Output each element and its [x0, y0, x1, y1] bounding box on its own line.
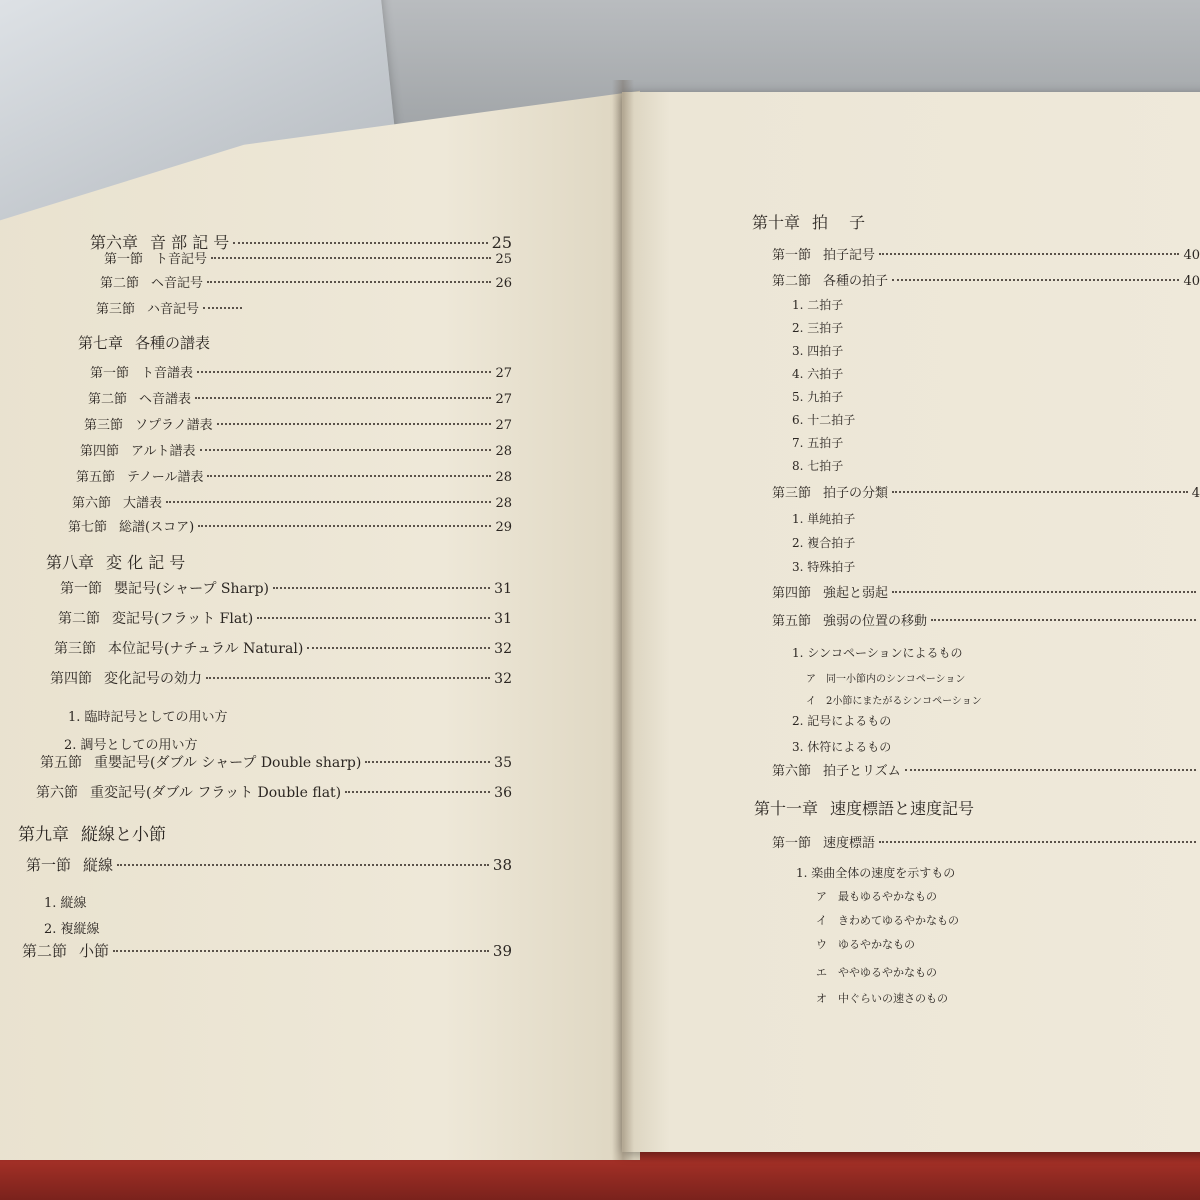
- toc-section: [72, 492, 512, 511]
- dot-leader: [211, 257, 491, 259]
- entry-page: 28: [495, 470, 512, 485]
- entry-title: 大譜表: [123, 496, 163, 511]
- entry-title: ヘ音譜表: [139, 392, 192, 407]
- dot-leader: [166, 501, 491, 503]
- dot-leader: [905, 769, 1196, 771]
- toc-chapter: [754, 796, 1074, 819]
- dot-leader: [931, 619, 1196, 621]
- toc-subitem: 2. 記号によるもの: [792, 714, 892, 728]
- dot-leader: [892, 491, 1188, 493]
- toc-subitem: 1. 縦線: [44, 896, 87, 911]
- entry-label: 第一節: [60, 581, 102, 597]
- dot-leader: [206, 677, 490, 679]
- entry-page: 35: [494, 755, 512, 771]
- toc-subitem: 2. 調号としての用い方: [64, 738, 198, 753]
- entry-label: 第二節: [100, 276, 140, 291]
- dot-leader: [892, 591, 1196, 593]
- entry-title: 強起と弱起: [823, 586, 889, 601]
- entry-label: 第三節: [772, 486, 812, 501]
- entry-label: 第三節: [84, 418, 124, 433]
- toc-section: [40, 752, 512, 772]
- dot-leader: [273, 587, 490, 589]
- dot-leader: [200, 449, 492, 451]
- entry-label: 第五節: [772, 614, 812, 629]
- entry-label: 第二節: [88, 392, 128, 407]
- dot-leader: [879, 841, 1196, 843]
- entry-label: 第三節: [54, 641, 96, 657]
- dot-leader: [113, 950, 489, 952]
- entry-page: 28: [495, 444, 512, 459]
- dot-leader: [257, 617, 490, 619]
- toc-subitem: 3. 特殊拍子: [792, 560, 856, 574]
- entry-title: 変記号(フラット Flat): [112, 611, 254, 627]
- entry-page: 27: [495, 366, 512, 381]
- entry-title: 速度標語と速度記号: [830, 799, 975, 818]
- entry-title: 速度標語: [823, 836, 876, 851]
- toc-section: [36, 782, 512, 802]
- entry-label: 第六節: [72, 496, 112, 511]
- entry-label: 第二節: [22, 942, 68, 960]
- entry-title: 拍子の分類: [823, 486, 889, 501]
- entry-page: 25: [491, 233, 512, 252]
- toc-subitem: 1. 二拍子: [792, 298, 844, 312]
- entry-title: アルト譜表: [131, 444, 196, 459]
- entry-title: ヘ音記号: [151, 276, 204, 291]
- entry-label: 第六節: [36, 785, 78, 801]
- toc-section: [22, 940, 512, 961]
- toc-section: [772, 610, 1200, 629]
- toc-subitem: 3. 四拍子: [792, 344, 844, 358]
- entry-title: 変 化 記 号: [106, 553, 186, 572]
- entry-label: 第六章: [90, 233, 139, 252]
- entry-label: 第二節: [58, 611, 100, 627]
- entry-title: 各種の拍子: [823, 274, 889, 289]
- entry-page: 40: [1183, 248, 1200, 263]
- entry-title: テノール譜表: [127, 470, 204, 485]
- entry-label: 第十章: [752, 213, 801, 232]
- toc-section: [772, 482, 1200, 501]
- toc-subitem: エ ややゆるやかなもの: [816, 966, 937, 979]
- toc-section: [84, 414, 512, 433]
- entry-title: ハ音記号: [147, 302, 200, 317]
- dot-leader: [892, 279, 1179, 281]
- toc-subitem: 3. 休符によるもの: [792, 740, 892, 754]
- toc-section: [54, 638, 512, 658]
- entry-title: 強弱の位置の移動: [823, 614, 928, 629]
- entry-label: 第五節: [40, 755, 82, 771]
- entry-page: 32: [494, 671, 512, 687]
- toc-section: [68, 516, 512, 535]
- entry-page: 27: [495, 392, 512, 407]
- dot-leader: [207, 281, 491, 283]
- entry-title: ト音記号: [155, 252, 208, 267]
- toc-section: [100, 272, 512, 291]
- toc-section: [58, 608, 512, 628]
- entry-title: ト音譜表: [141, 366, 194, 381]
- entry-page: 29: [495, 520, 512, 535]
- entry-page: 4: [1191, 486, 1200, 501]
- entry-label: 第七節: [68, 520, 108, 535]
- dot-leader: [233, 242, 487, 244]
- entry-title: 総譜(スコア): [119, 520, 195, 535]
- toc-chapter: [78, 332, 378, 353]
- entry-title: 変化記号の効力: [104, 671, 202, 687]
- toc-chapter: [752, 210, 972, 233]
- toc-section: [80, 440, 512, 459]
- entry-title: 小節: [79, 942, 110, 960]
- entry-page: 36: [494, 785, 512, 801]
- entry-page: 32: [494, 641, 512, 657]
- entry-title: 各種の譜表: [135, 334, 211, 352]
- toc-section: [772, 244, 1200, 263]
- toc-section: [104, 248, 512, 267]
- entry-page: 38: [492, 856, 512, 874]
- entry-label: 第一節: [26, 856, 72, 874]
- dot-leader: [217, 423, 492, 425]
- entry-label: 第四節: [50, 671, 92, 687]
- entry-title: 縦線と小節: [81, 825, 166, 845]
- entry-label: 第七章: [78, 334, 124, 352]
- entry-page: 28: [495, 496, 512, 511]
- toc-subitem: ア 最もゆるやかなもの: [816, 890, 937, 903]
- toc-subitem: イ きわめてゆるやかなもの: [816, 914, 959, 927]
- entry-title: 縦線: [83, 856, 114, 874]
- dot-leader: [879, 253, 1179, 255]
- dot-leader: [365, 761, 490, 763]
- toc-subitem: 4. 六拍子: [792, 367, 844, 381]
- entry-label: 第八章: [46, 553, 95, 572]
- toc-subitem: 6. 十二拍子: [792, 413, 856, 427]
- toc-section: [88, 388, 512, 407]
- entry-label: 第一節: [772, 248, 812, 263]
- entry-label: 第九章: [18, 825, 69, 845]
- entry-title: 嬰記号(シャープ Sharp): [114, 581, 270, 597]
- entry-page: 40: [1183, 274, 1200, 289]
- toc-section: [60, 578, 512, 598]
- entry-label: 第十一章: [754, 799, 819, 818]
- entry-page: 27: [495, 418, 512, 433]
- entry-title: 重変記号(ダブル フラット Double flat): [90, 785, 342, 801]
- entry-page: 39: [492, 942, 512, 960]
- dot-leader: [198, 525, 491, 527]
- toc-subitem: 8. 七拍子: [792, 459, 844, 473]
- entry-title: 拍子とリズム: [823, 764, 901, 779]
- toc-subitem: 2. 複合拍子: [792, 536, 856, 550]
- toc-subitem: ウ ゆるやかなもの: [816, 938, 915, 951]
- entry-title: 拍子記号: [823, 248, 876, 263]
- dot-leader: [307, 647, 490, 649]
- toc-subitem: 2. 三拍子: [792, 321, 844, 335]
- toc-section: [772, 832, 1200, 851]
- toc-section: [76, 466, 512, 485]
- toc-section: [772, 582, 1200, 601]
- toc-subitem: オ 中ぐらいの速さのもの: [816, 992, 948, 1005]
- entry-label: 第一節: [104, 252, 144, 267]
- toc-subitem: ア 同一小節内のシンコペーション: [806, 674, 966, 685]
- toc-subitem: 5. 九拍子: [792, 390, 844, 404]
- toc-section: [90, 362, 512, 381]
- toc-subitem: 1. シンコペーションによるもの: [792, 646, 963, 660]
- entry-label: 第四節: [80, 444, 120, 459]
- dot-leader: [197, 371, 491, 373]
- toc-subitem: 2. 複縦線: [44, 922, 100, 937]
- toc-subitem: イ 2小節にまたがるシンコペーション: [806, 696, 982, 707]
- toc-section: [772, 270, 1200, 289]
- toc-chapter: [18, 820, 338, 845]
- book-gutter: [612, 80, 634, 1160]
- entry-title: 拍 子: [812, 213, 866, 232]
- entry-title: ソプラノ譜表: [135, 418, 213, 433]
- entry-label: 第一節: [772, 836, 812, 851]
- toc-section: [96, 298, 246, 317]
- dot-leader: [203, 307, 242, 309]
- dot-leader: [345, 791, 490, 793]
- toc-section: [26, 854, 512, 875]
- entry-label: 第一節: [90, 366, 130, 381]
- entry-label: 第五節: [76, 470, 116, 485]
- toc-subitem: 1. 楽曲全体の速度を示すもの: [796, 866, 956, 880]
- dot-leader: [207, 475, 491, 477]
- entry-label: 第二節: [772, 274, 812, 289]
- entry-page: 31: [494, 611, 512, 627]
- entry-label: 第三節: [96, 302, 136, 317]
- entry-title: 重嬰記号(ダブル シャープ Double sharp): [94, 755, 362, 771]
- entry-title: 音 部 記 号: [150, 233, 230, 252]
- entry-label: 第六節: [772, 764, 812, 779]
- toc-section: [772, 760, 1200, 779]
- dot-leader: [117, 864, 489, 866]
- toc-subitem: 1. 臨時記号としての用い方: [68, 710, 228, 725]
- dot-leader: [195, 397, 491, 399]
- entry-label: 第四節: [772, 586, 812, 601]
- toc-subitem: 1. 単純拍子: [792, 512, 856, 526]
- toc-chapter: [46, 550, 366, 573]
- entry-page: 26: [495, 276, 512, 291]
- entry-page: 25: [495, 252, 512, 267]
- entry-title: 本位記号(ナチュラル Natural): [108, 641, 304, 657]
- toc-section: [50, 668, 512, 688]
- entry-page: 31: [494, 581, 512, 597]
- toc-subitem: 7. 五拍子: [792, 436, 844, 450]
